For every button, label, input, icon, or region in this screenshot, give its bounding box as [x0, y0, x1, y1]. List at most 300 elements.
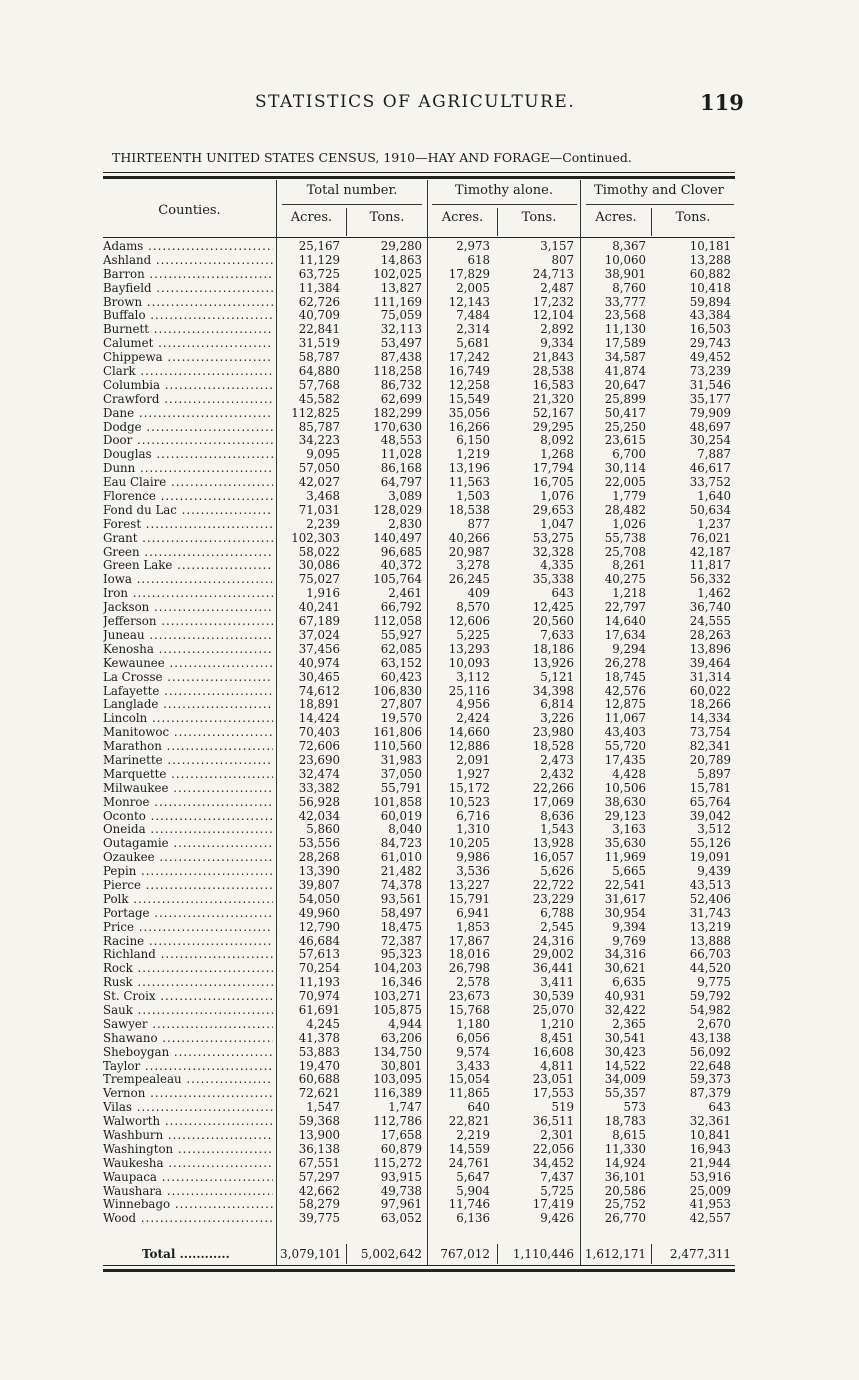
cell-total-tons: 170,630	[373, 419, 422, 434]
cell-timothy-acres: 618	[467, 252, 490, 267]
cell-total-tons: 102,025	[373, 266, 422, 281]
cell-timothy-tons: 2,473	[540, 752, 574, 767]
cell-total-tons: 31,983	[380, 752, 422, 767]
cell-total-tons: 101,858	[373, 794, 422, 809]
cell-tc-acres: 26,278	[604, 655, 646, 670]
cell-total-tons: 112,786	[373, 1114, 422, 1129]
cell-timothy-tons: 53,275	[532, 530, 574, 545]
table-row	[0, 1212, 859, 1226]
cell-timothy-acres: 17,242	[448, 350, 490, 365]
cell-timothy-acres: 4,956	[456, 697, 490, 712]
bottom-rule-thick	[103, 1269, 735, 1272]
cell-total-acres: 11,193	[298, 975, 340, 990]
cell-tc-acres: 33,777	[604, 294, 646, 309]
cell-total-tons: 103,271	[373, 989, 422, 1004]
cell-timothy-tons: 23,051	[532, 1072, 574, 1087]
cell-tc-acres: 20,647	[604, 377, 646, 392]
cell-timothy-acres: 3,278	[456, 558, 490, 573]
cell-total-tons: 93,915	[380, 1169, 422, 1184]
county-name: Marinette .....	[103, 754, 273, 768]
total-timothy-acres: 767,012	[440, 1247, 490, 1261]
county-name: Iron .....	[103, 587, 273, 601]
cell-tc-tons: 10,181	[689, 239, 731, 253]
county-name: Washington .....	[103, 1143, 273, 1157]
cell-total-acres: 31,519	[298, 336, 340, 351]
bottom-rule-thin	[103, 1265, 735, 1266]
county-name: Dane .....	[103, 407, 273, 421]
cell-timothy-tons: 16,583	[532, 377, 574, 392]
cell-timothy-tons: 21,843	[532, 350, 574, 365]
cell-timothy-tons: 13,928	[532, 836, 574, 851]
cell-total-tons: 106,830	[373, 683, 422, 698]
cell-timothy-tons: 4,811	[540, 1058, 574, 1073]
cell-tc-acres: 28,482	[604, 502, 646, 517]
cell-total-acres: 58,022	[298, 544, 340, 559]
cell-tc-acres: 12,875	[604, 697, 646, 712]
cell-total-tons: 4,944	[388, 1016, 422, 1031]
cell-total-acres: 19,470	[298, 1058, 340, 1073]
cell-timothy-acres: 2,005	[456, 280, 490, 295]
cell-total-acres: 70,974	[298, 989, 340, 1004]
cell-tc-tons: 13,288	[689, 252, 731, 267]
county-name: Lincoln .....	[103, 712, 273, 726]
cell-timothy-acres: 9,574	[456, 1044, 490, 1059]
cell-total-acres: 40,974	[298, 655, 340, 670]
cell-total-acres: 30,465	[298, 669, 340, 684]
cell-tc-acres: 25,250	[604, 419, 646, 434]
cell-timothy-acres: 35,056	[448, 405, 490, 420]
cell-timothy-acres: 6,941	[456, 905, 490, 920]
cell-total-acres: 46,684	[298, 933, 340, 948]
cell-total-tons: 2,461	[388, 586, 422, 601]
cell-total-tons: 2,830	[388, 516, 422, 531]
cell-timothy-tons: 24,713	[532, 266, 574, 281]
county-name: Waukesha .....	[103, 1157, 273, 1171]
cell-tc-acres: 10,060	[604, 252, 646, 267]
county-name: Vilas .....	[103, 1101, 273, 1115]
cell-total-tons: 55,927	[380, 627, 422, 642]
cell-total-acres: 60,688	[298, 1072, 340, 1087]
cell-timothy-acres: 15,768	[448, 1002, 490, 1017]
table-row	[0, 1101, 859, 1115]
cell-tc-tons: 56,092	[689, 1044, 731, 1059]
cell-tc-acres: 573	[623, 1100, 646, 1115]
cell-tc-tons: 66,703	[689, 947, 731, 962]
cell-tc-acres: 9,294	[612, 641, 646, 656]
county-name: Kenosha .....	[103, 643, 273, 657]
cell-tc-tons: 5,897	[697, 766, 731, 781]
cell-total-tons: 75,059	[380, 308, 422, 323]
cell-total-acres: 85,787	[298, 419, 340, 434]
cell-timothy-tons: 28,538	[532, 364, 574, 379]
cell-total-tons: 115,272	[373, 1155, 422, 1170]
cell-total-tons: 48,553	[380, 433, 422, 448]
cell-timothy-tons: 7,437	[540, 1169, 574, 1184]
cell-timothy-tons: 16,057	[532, 850, 574, 865]
cell-tc-tons: 76,021	[689, 530, 731, 545]
header-tc-acres: Acres.	[595, 210, 637, 225]
cell-timothy-acres: 26,798	[448, 961, 490, 976]
table-row	[0, 1185, 859, 1199]
cell-timothy-tons: 23,229	[532, 891, 574, 906]
cell-tc-acres: 30,621	[604, 961, 646, 976]
cell-timothy-tons: 17,553	[532, 1086, 574, 1101]
cell-timothy-tons: 29,002	[532, 947, 574, 962]
header-total-tons: Tons.	[369, 210, 405, 225]
cell-total-tons: 118,258	[373, 364, 422, 379]
table-row	[0, 282, 859, 296]
cell-total-tons: 86,168	[380, 461, 422, 476]
cell-tc-acres: 20,586	[604, 1183, 646, 1198]
cell-total-acres: 25,167	[298, 239, 340, 253]
county-name: Taylor .....	[103, 1060, 273, 1074]
cell-tc-acres: 30,423	[604, 1044, 646, 1059]
cell-total-acres: 53,883	[298, 1044, 340, 1059]
cell-timothy-acres: 16,749	[448, 364, 490, 379]
table-row	[0, 740, 859, 754]
cell-tc-acres: 43,403	[604, 725, 646, 740]
cell-tc-acres: 25,899	[604, 391, 646, 406]
table-row	[0, 1060, 859, 1074]
cell-tc-acres: 22,005	[604, 475, 646, 490]
cell-tc-tons: 60,022	[689, 683, 731, 698]
cell-tc-acres: 22,541	[604, 877, 646, 892]
cell-total-acres: 13,900	[298, 1128, 340, 1142]
cell-tc-acres: 50,417	[604, 405, 646, 420]
cell-tc-tons: 48,697	[689, 419, 731, 434]
cell-total-tons: 17,658	[380, 1128, 422, 1142]
cell-tc-tons: 31,314	[689, 669, 731, 684]
table-row	[0, 823, 859, 837]
cell-timothy-acres: 14,660	[448, 725, 490, 740]
cell-total-acres: 5,860	[306, 822, 340, 837]
county-name: Grant .....	[103, 532, 273, 546]
table-row	[0, 434, 859, 448]
cell-timothy-tons: 2,545	[540, 919, 574, 934]
table-row	[0, 448, 859, 462]
cell-timothy-tons: 36,511	[532, 1114, 574, 1129]
cell-total-acres: 57,297	[298, 1169, 340, 1184]
cell-timothy-acres: 12,606	[448, 614, 490, 629]
table-row	[0, 698, 859, 712]
cell-timothy-acres: 5,904	[456, 1183, 490, 1198]
cell-tc-acres: 38,630	[604, 794, 646, 809]
county-name: Marathon .....	[103, 740, 273, 754]
cell-tc-acres: 40,931	[604, 989, 646, 1004]
cell-total-acres: 58,279	[298, 1197, 340, 1212]
cell-tc-acres: 8,615	[612, 1128, 646, 1142]
cell-tc-acres: 31,617	[604, 891, 646, 906]
cell-total-acres: 33,382	[298, 780, 340, 795]
cell-timothy-acres: 16,266	[448, 419, 490, 434]
cell-total-tons: 19,570	[380, 711, 422, 726]
cell-timothy-tons: 519	[551, 1100, 574, 1115]
cell-tc-tons: 44,520	[689, 961, 731, 976]
cell-total-acres: 13,390	[298, 864, 340, 879]
cell-timothy-acres: 6,136	[456, 1211, 490, 1226]
cell-tc-acres: 18,745	[604, 669, 646, 684]
table-row	[0, 1171, 859, 1185]
cell-timothy-tons: 1,543	[540, 822, 574, 837]
county-name: Calumet .....	[103, 337, 273, 351]
cell-timothy-tons: 22,266	[532, 780, 574, 795]
table-row	[0, 490, 859, 504]
cell-total-tons: 29,280	[380, 239, 422, 253]
cell-timothy-acres: 2,424	[456, 711, 490, 726]
table-row	[0, 921, 859, 935]
table-row	[0, 1143, 859, 1157]
cell-timothy-tons: 32,328	[532, 544, 574, 559]
cell-total-acres: 61,691	[298, 1002, 340, 1017]
county-name: Sawyer .....	[103, 1018, 273, 1032]
cell-timothy-acres: 2,578	[456, 975, 490, 990]
table-row	[0, 421, 859, 435]
cell-timothy-acres: 15,054	[448, 1072, 490, 1087]
cell-tc-acres: 2,365	[612, 1016, 646, 1031]
cell-total-tons: 112,058	[373, 614, 422, 629]
table-row	[0, 782, 859, 796]
county-name: Vernon .....	[103, 1087, 273, 1101]
cell-timothy-acres: 1,180	[456, 1016, 490, 1031]
cell-timothy-acres: 15,172	[448, 780, 490, 795]
cell-total-acres: 1,916	[306, 586, 340, 601]
page-title: STATISTICS OF AGRICULTURE.	[255, 92, 576, 112]
table-row	[0, 601, 859, 615]
cell-timothy-acres: 1,853	[456, 919, 490, 934]
cell-tc-tons: 73,754	[689, 725, 731, 740]
cell-tc-acres: 34,316	[604, 947, 646, 962]
cell-tc-tons: 16,943	[689, 1141, 731, 1156]
cell-total-acres: 49,960	[298, 905, 340, 920]
cell-timothy-acres: 1,927	[456, 766, 490, 781]
county-name: Burnett .....	[103, 323, 273, 337]
cell-total-tons: 14,863	[380, 252, 422, 267]
cell-tc-tons: 65,764	[689, 794, 731, 809]
cell-timothy-tons: 1,268	[540, 447, 574, 462]
cell-timothy-tons: 1,076	[540, 489, 574, 504]
cell-total-acres: 14,424	[298, 711, 340, 726]
county-name: Door .....	[103, 434, 273, 448]
top-rule-thick	[103, 176, 735, 179]
cell-total-tons: 13,827	[380, 280, 422, 295]
cell-total-tons: 86,732	[380, 377, 422, 392]
cell-total-tons: 105,764	[373, 572, 422, 587]
county-name: Crawford .....	[103, 393, 273, 407]
cell-total-tons: 103,095	[373, 1072, 422, 1087]
cell-total-tons: 1,747	[388, 1100, 422, 1115]
county-name: Forest .....	[103, 518, 273, 532]
cell-timothy-acres: 11,746	[448, 1197, 490, 1212]
county-name: Monroe .....	[103, 796, 273, 810]
total-tc-tons: 2,477,311	[669, 1247, 731, 1261]
county-name: Manitowoc .....	[103, 726, 273, 740]
cell-tc-tons: 21,944	[689, 1155, 731, 1170]
cell-total-acres: 62,726	[298, 294, 340, 309]
table-row	[0, 351, 859, 365]
county-name: Shawano .....	[103, 1032, 273, 1046]
cell-tc-acres: 30,954	[604, 905, 646, 920]
cell-timothy-tons: 643	[551, 586, 574, 601]
table-row	[0, 851, 859, 865]
cell-timothy-acres: 5,225	[456, 627, 490, 642]
table-row	[0, 685, 859, 699]
cell-tc-tons: 25,009	[689, 1183, 731, 1198]
cell-total-tons: 60,019	[380, 808, 422, 823]
table-row	[0, 504, 859, 518]
cell-total-acres: 70,254	[298, 961, 340, 976]
cell-tc-tons: 15,781	[689, 780, 731, 795]
header-timothy-clover: Timothy and Clover	[594, 183, 724, 198]
cell-total-acres: 59,368	[298, 1114, 340, 1129]
cell-timothy-tons: 16,608	[532, 1044, 574, 1059]
cell-total-acres: 40,709	[298, 308, 340, 323]
county-name: Barron .....	[103, 268, 273, 282]
cell-total-tons: 63,206	[380, 1030, 422, 1045]
cell-tc-tons: 16,503	[689, 322, 731, 337]
cell-total-tons: 30,801	[380, 1058, 422, 1073]
cell-timothy-tons: 8,636	[540, 808, 574, 823]
cell-timothy-acres: 22,821	[448, 1114, 490, 1129]
cell-timothy-tons: 21,320	[532, 391, 574, 406]
table-row	[0, 1129, 859, 1143]
cell-tc-tons: 14,334	[689, 711, 731, 726]
cell-timothy-acres: 3,112	[456, 669, 490, 684]
cell-timothy-tons: 16,705	[532, 475, 574, 490]
cell-timothy-acres: 13,196	[448, 461, 490, 476]
cell-timothy-acres: 877	[467, 516, 490, 531]
cell-tc-acres: 38,901	[604, 266, 646, 281]
cell-tc-tons: 1,462	[697, 586, 731, 601]
county-name: Oneida .....	[103, 823, 273, 837]
cell-total-tons: 72,387	[380, 933, 422, 948]
cell-tc-tons: 73,239	[689, 364, 731, 379]
cell-tc-acres: 25,708	[604, 544, 646, 559]
cell-timothy-tons: 18,528	[532, 739, 574, 754]
cell-tc-acres: 30,541	[604, 1030, 646, 1045]
table-row	[0, 518, 859, 532]
cell-tc-acres: 1,779	[612, 489, 646, 504]
cell-timothy-tons: 17,069	[532, 794, 574, 809]
table-row	[0, 240, 859, 254]
cell-tc-acres: 11,130	[604, 322, 646, 337]
cell-tc-tons: 13,896	[689, 641, 731, 656]
table-row	[0, 1198, 859, 1212]
cell-total-acres: 34,223	[298, 433, 340, 448]
county-name: Eau Claire .....	[103, 476, 273, 490]
cell-total-tons: 60,879	[380, 1141, 422, 1156]
county-name: Columbia .....	[103, 379, 273, 393]
cell-tc-acres: 14,522	[604, 1058, 646, 1073]
county-name: Clark .....	[103, 365, 273, 379]
cell-total-tons: 95,323	[380, 947, 422, 962]
cell-timothy-tons: 2,432	[540, 766, 574, 781]
cell-tc-tons: 3,512	[697, 822, 731, 837]
table-row	[0, 629, 859, 643]
cell-total-tons: 63,152	[380, 655, 422, 670]
county-name: Waushara .....	[103, 1185, 273, 1199]
cell-timothy-acres: 2,973	[456, 239, 490, 253]
cell-tc-acres: 10,506	[604, 780, 646, 795]
table-row	[0, 1073, 859, 1087]
cell-total-acres: 3,468	[306, 489, 340, 504]
cell-tc-acres: 42,576	[604, 683, 646, 698]
cell-timothy-tons: 24,316	[532, 933, 574, 948]
cell-total-acres: 64,880	[298, 364, 340, 379]
cell-timothy-acres: 10,093	[448, 655, 490, 670]
cell-timothy-acres: 17,829	[448, 266, 490, 281]
cell-tc-acres: 55,720	[604, 739, 646, 754]
table-row	[0, 976, 859, 990]
cell-timothy-tons: 17,419	[532, 1197, 574, 1212]
table-row	[0, 935, 859, 949]
cell-total-acres: 56,928	[298, 794, 340, 809]
header-tc-tons: Tons.	[675, 210, 711, 225]
cell-timothy-tons: 9,334	[540, 336, 574, 351]
cell-timothy-acres: 2,091	[456, 752, 490, 767]
cell-timothy-acres: 18,538	[448, 502, 490, 517]
cell-timothy-acres: 3,536	[456, 864, 490, 879]
cell-total-tons: 37,050	[380, 766, 422, 781]
county-name: Winnebago .....	[103, 1198, 273, 1212]
cell-tc-tons: 18,266	[689, 697, 731, 712]
county-name: Brown .....	[103, 296, 273, 310]
cell-timothy-acres: 640	[467, 1100, 490, 1115]
cell-total-tons: 32,113	[380, 322, 422, 337]
cell-total-acres: 42,662	[298, 1183, 340, 1198]
cell-timothy-tons: 7,633	[540, 627, 574, 642]
cell-total-acres: 53,556	[298, 836, 340, 851]
cell-total-tons: 104,203	[373, 961, 422, 976]
top-rule-thin	[103, 172, 735, 173]
table-row	[0, 309, 859, 323]
cell-total-tons: 3,089	[388, 489, 422, 504]
page-number: 119	[700, 90, 744, 115]
cell-timothy-acres: 6,150	[456, 433, 490, 448]
cell-total-tons: 84,723	[380, 836, 422, 851]
cell-timothy-tons: 17,794	[532, 461, 574, 476]
total-tc-acres: 1,612,171	[584, 1247, 646, 1261]
county-name: Bayfield .....	[103, 282, 273, 296]
cell-total-tons: 49,738	[380, 1183, 422, 1198]
cell-total-tons: 16,346	[380, 975, 422, 990]
cell-timothy-acres: 7,484	[456, 308, 490, 323]
cell-timothy-acres: 8,570	[456, 600, 490, 615]
cell-tc-tons: 20,789	[689, 752, 731, 767]
cell-total-tons: 40,372	[380, 558, 422, 573]
cell-total-acres: 1,547	[306, 1100, 340, 1115]
county-name: Sauk .....	[103, 1004, 273, 1018]
county-name: Racine .....	[103, 935, 273, 949]
cell-total-acres: 72,621	[298, 1086, 340, 1101]
cell-timothy-tons: 2,301	[540, 1128, 574, 1142]
cell-total-acres: 23,690	[298, 752, 340, 767]
cell-tc-tons: 13,219	[689, 919, 731, 934]
cell-timothy-tons: 34,398	[532, 683, 574, 698]
group-underline-timothy	[432, 204, 577, 205]
table-row	[0, 462, 859, 476]
cell-total-tons: 97,961	[380, 1197, 422, 1212]
cell-timothy-tons: 30,539	[532, 989, 574, 1004]
cell-tc-acres: 1,218	[612, 586, 646, 601]
cell-tc-acres: 18,783	[604, 1114, 646, 1129]
header-total-acres: Acres.	[290, 210, 333, 225]
cell-total-acres: 37,456	[298, 641, 340, 656]
county-name: Buffalo .....	[103, 309, 273, 323]
total-tons: 5,002,642	[360, 1247, 422, 1261]
cell-total-acres: 9,095	[306, 447, 340, 462]
cell-timothy-tons: 29,295	[532, 419, 574, 434]
cell-tc-tons: 10,841	[689, 1128, 731, 1142]
